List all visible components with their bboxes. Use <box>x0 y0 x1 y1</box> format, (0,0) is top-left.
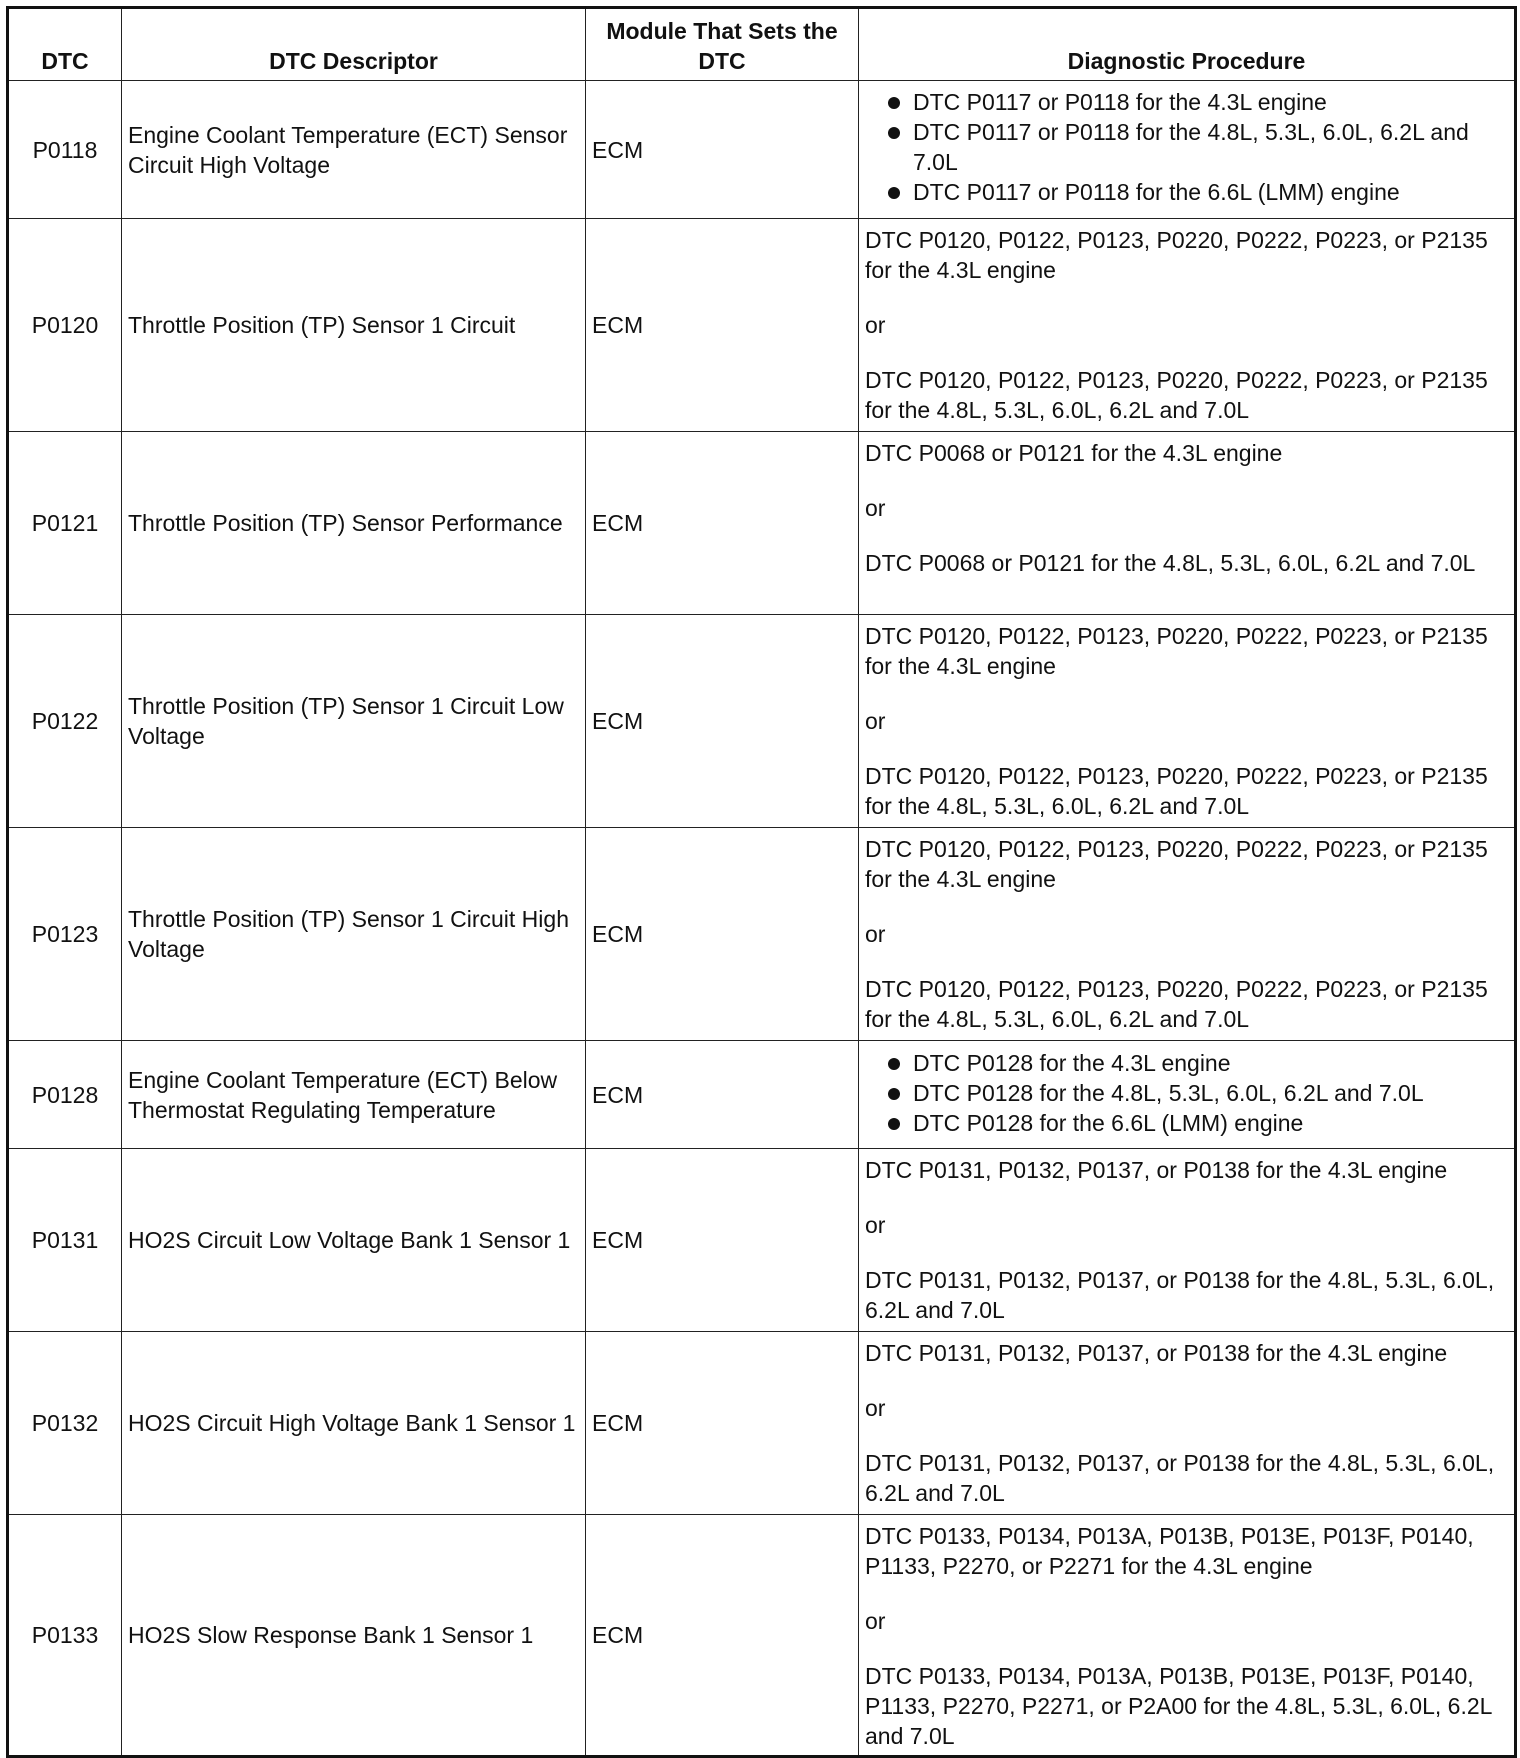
header-dtc: DTC <box>8 8 122 81</box>
or-text: or <box>865 921 886 947</box>
header-dtc-descriptor: DTC Descriptor <box>122 8 586 81</box>
module-cell: ECM <box>586 828 859 1041</box>
procedure-cell <box>859 1332 1516 1515</box>
procedure-text: DTC P0120, P0122, P0123, P0220, P0222, P0223, or P2135 for the 4.8L, 5.3L, 6.0L, 6.2L and 7.0L <box>865 367 1488 423</box>
table-row <box>8 432 1516 615</box>
dtc-descriptor: Engine Coolant Temperature (ECT) Sensor Circuit High Voltage <box>122 81 586 219</box>
list-item <box>865 1048 1508 1078</box>
procedure-list <box>865 1048 1508 1138</box>
list-item <box>865 1078 1508 1108</box>
module-cell: ECM <box>586 1041 859 1149</box>
dtc-code: P0131 <box>8 1149 122 1332</box>
procedure-text: DTC P0120, P0122, P0123, P0220, P0222, P0223, or P2135 for the 4.3L engine <box>865 227 1488 283</box>
or-text: or <box>865 495 886 521</box>
module-cell: ECM <box>586 1332 859 1515</box>
table-row <box>8 81 1516 219</box>
or-text: or <box>865 1608 886 1634</box>
list-item <box>865 87 1508 117</box>
list-item <box>865 177 1508 207</box>
procedure-text: DTC P0131, P0132, P0137, or P0138 for the 4.3L engine <box>865 1340 1448 1366</box>
dtc-descriptor: Engine Coolant Temperature (ECT) Below Thermostat Regulating Temperature <box>122 1041 586 1149</box>
procedure-text: DTC P0131, P0132, P0137, or P0138 for the 4.8L, 5.3L, 6.0L, 6.2L and 7.0L <box>865 1450 1495 1506</box>
bullet-icon <box>888 187 900 199</box>
dtc-descriptor: HO2S Circuit High Voltage Bank 1 Sensor 1 <box>122 1332 586 1515</box>
table-row <box>8 1041 1516 1149</box>
procedure-text: DTC P0120, P0122, P0123, P0220, P0222, P0223, or P2135 for the 4.3L engine <box>865 623 1488 679</box>
table-row <box>8 1515 1516 1757</box>
dtc-code: P0122 <box>8 615 122 828</box>
procedure-cell <box>859 219 1516 432</box>
dtc-descriptor: Throttle Position (TP) Sensor 1 Circuit High Voltage <box>122 828 586 1041</box>
procedure-cell <box>859 1515 1516 1757</box>
or-text: or <box>865 1212 886 1238</box>
page <box>6 6 1514 1751</box>
list-item <box>865 1108 1508 1138</box>
bullet-icon <box>888 1118 900 1130</box>
dtc-table <box>6 6 1517 1758</box>
procedure-text: DTC P0128 for the 4.8L, 5.3L, 6.0L, 6.2L and 7.0L <box>913 1079 1424 1106</box>
procedure-text: DTC P0128 for the 4.3L engine <box>913 1049 1231 1076</box>
module-cell: ECM <box>586 1149 859 1332</box>
procedure-cell <box>859 1149 1516 1332</box>
table-row <box>8 1149 1516 1332</box>
list-item <box>865 117 1508 177</box>
bullet-icon <box>888 127 900 139</box>
procedure-cell <box>859 81 1516 219</box>
dtc-code: P0121 <box>8 432 122 615</box>
dtc-descriptor: Throttle Position (TP) Sensor 1 Circuit Low Voltage <box>122 615 586 828</box>
header-diagnostic-procedure: Diagnostic Procedure <box>859 8 1516 81</box>
dtc-code: P0120 <box>8 219 122 432</box>
procedure-cell <box>859 1041 1516 1149</box>
bullet-icon <box>888 1058 900 1070</box>
procedure-text: DTC P0120, P0122, P0123, P0220, P0222, P0223, or P2135 for the 4.3L engine <box>865 836 1488 892</box>
procedure-text: DTC P0117 or P0118 for the 4.8L, 5.3L, 6.0L, 6.2L and 7.0L <box>913 119 1469 175</box>
table-row <box>8 1332 1516 1515</box>
procedure-cell <box>859 828 1516 1041</box>
procedure-text: DTC P0120, P0122, P0123, P0220, P0222, P0223, or P2135 for the 4.8L, 5.3L, 6.0L, 6.2L and 7.0L <box>865 763 1488 819</box>
procedure-text: DTC P0068 or P0121 for the 4.8L, 5.3L, 6.0L, 6.2L and 7.0L <box>865 550 1476 576</box>
module-cell: ECM <box>586 432 859 615</box>
dtc-descriptor: Throttle Position (TP) Sensor Performance <box>122 432 586 615</box>
or-text: or <box>865 312 886 338</box>
procedure-text: DTC P0133, P0134, P013A, P013B, P013E, P013F, P0140, P1133, P2270, or P2271 for the 4.3L engine <box>865 1523 1474 1579</box>
procedure-text: DTC P0120, P0122, P0123, P0220, P0222, P0223, or P2135 for the 4.8L, 5.3L, 6.0L, 6.2L and 7.0L <box>865 976 1488 1032</box>
module-cell: ECM <box>586 1515 859 1757</box>
table-header-row <box>8 8 1516 81</box>
procedure-cell <box>859 432 1516 615</box>
table-row <box>8 219 1516 432</box>
dtc-code: P0133 <box>8 1515 122 1757</box>
bullet-icon <box>888 1088 900 1100</box>
procedure-text: DTC P0128 for the 6.6L (LMM) engine <box>913 1109 1304 1136</box>
module-cell: ECM <box>586 81 859 219</box>
procedure-text: DTC P0133, P0134, P013A, P013B, P013E, P013F, P0140, P1133, P2270, P2271, or P2A00 for the 4.8L, 5.3L, 6.0L, 6.2L and 7.0L <box>865 1663 1492 1749</box>
procedure-list <box>865 87 1508 207</box>
or-text: or <box>865 1395 886 1421</box>
procedure-text: DTC P0131, P0132, P0137, or P0138 for the 4.8L, 5.3L, 6.0L, 6.2L and 7.0L <box>865 1267 1495 1323</box>
table-row <box>8 615 1516 828</box>
procedure-text: DTC P0117 or P0118 for the 4.3L engine <box>913 89 1327 115</box>
dtc-code: P0132 <box>8 1332 122 1515</box>
table-row <box>8 828 1516 1041</box>
procedure-text: DTC P0068 or P0121 for the 4.3L engine <box>865 440 1283 466</box>
procedure-text: DTC P0131, P0132, P0137, or P0138 for the 4.3L engine <box>865 1157 1448 1183</box>
dtc-code: P0123 <box>8 828 122 1041</box>
or-text: or <box>865 708 886 734</box>
bullet-icon <box>888 97 900 109</box>
module-cell: ECM <box>586 219 859 432</box>
procedure-cell <box>859 615 1516 828</box>
dtc-code: P0128 <box>8 1041 122 1149</box>
dtc-descriptor: HO2S Circuit Low Voltage Bank 1 Sensor 1 <box>122 1149 586 1332</box>
dtc-code: P0118 <box>8 81 122 219</box>
module-cell: ECM <box>586 615 859 828</box>
dtc-descriptor: HO2S Slow Response Bank 1 Sensor 1 <box>122 1515 586 1757</box>
procedure-text: DTC P0117 or P0118 for the 6.6L (LMM) engine <box>913 179 1400 205</box>
dtc-descriptor: Throttle Position (TP) Sensor 1 Circuit <box>122 219 586 432</box>
header-module: Module That Sets the DTC <box>586 8 859 81</box>
